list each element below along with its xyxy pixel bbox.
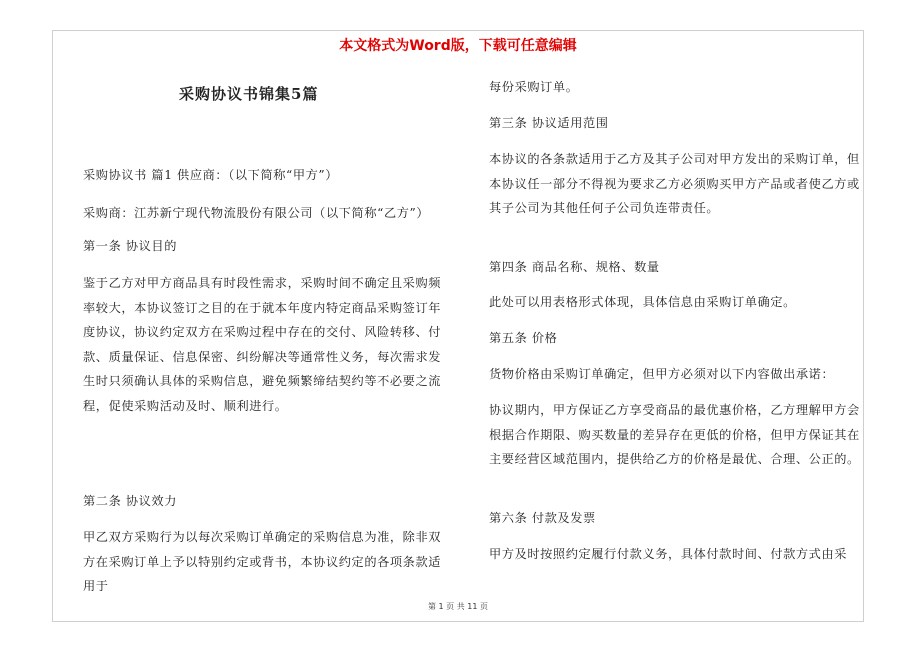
left-paragraph-2: 采购商：江苏新宁现代物流股份有限公司（以下简称“乙方”）	[83, 206, 430, 220]
left-paragraph-1: 采购协议书 篇1 供应商：（以下简称“甲方”）	[83, 168, 339, 182]
left-paragraph-purpose: 鉴于乙方对甲方商品具有时段性需求，采购时间不确定且采购频率较大，本协议签订之目的在于就本年度内特定商品采购签订年度协议，协议约定双方在采购过程中存在的交付、风险转移、付款、质量保证、信息保密、纠纷解决等通常性义务，每次需求发生时只须确认具体的采购信息，避免频繁缔结契约等不必要之流程，促使采购活动及时、顺利进行。	[83, 276, 442, 413]
right-heading-article-4: 第四条 商品名称、规格、数量	[489, 260, 660, 274]
word-format-banner: 本文格式为Word版，下载可任意编辑	[339, 38, 577, 54]
right-heading-article-3: 第三条 协议适用范围	[489, 116, 609, 130]
right-paragraph-scope: 本协议的各条款适用于乙方及其子公司对甲方发出的采购订单，但本协议任一部分不得视为要求乙方必须购买甲方产品或者使乙方或其子公司为其他任何子公司负连带责任。	[489, 152, 860, 215]
right-paragraph-price: 货物价格由采购订单确定，但甲方必须对以下内容做出承诺：	[489, 367, 835, 381]
left-heading-article-2: 第二条 协议效力	[83, 494, 177, 508]
right-heading-article-6: 第六条 付款及发票	[489, 511, 596, 525]
page-footer: 第 1 页 共 11 页	[428, 602, 488, 611]
right-paragraph-price-commitment: 协议期内，甲方保证乙方享受商品的最优惠价格，乙方理解甲方会根据合作期限、购买数量的差异存在更低的价格，但甲方保证其在主要经营区域范围内，提供给乙方的价格是最优、合理、公正的。	[489, 403, 860, 466]
document-title: 采购协议书锦集5篇	[179, 85, 319, 103]
right-heading-article-5: 第五条 价格	[489, 331, 558, 345]
left-heading-article-1: 第一条 协议目的	[83, 239, 177, 253]
document-page	[52, 30, 864, 622]
right-paragraph-payment: 甲方及时按照约定履行付款义务，具体付款时间、付款方式由采	[489, 547, 848, 561]
right-paragraph-continued: 每份采购订单。	[489, 80, 579, 94]
right-paragraph-goods: 此处可以用表格形式体现，具体信息由采购订单确定。	[489, 295, 796, 309]
left-paragraph-validity: 甲乙双方采购行为以每次采购订单确定的采购信息为准，除非双方在采购订单上予以特别约定或背书，本协议约定的各项条款适用于	[83, 530, 442, 593]
